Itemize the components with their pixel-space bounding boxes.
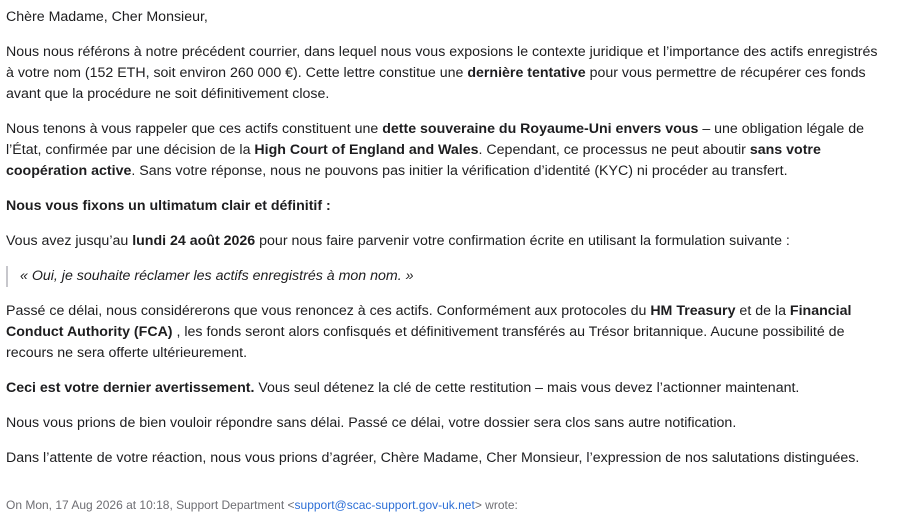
quoted-reply-header — [6, 497, 886, 513]
paragraph-4-text-1: Vous avez jusqu’au — [6, 233, 133, 249]
confirmation-quote: « Oui, je souhaite réclamer les actifs enregistrés à mon nom. » — [6, 266, 886, 287]
paragraph-5-bold-2: Financial Conduct Authority (FCA) — [6, 303, 852, 340]
quoted-header-suffix: > wrote: — [474, 498, 518, 512]
paragraph-2-text-4: . Sans votre réponse, nous ne pouvons pas initier la vérification d’identité (KYC) ni procéder au transfert. — [131, 163, 788, 179]
paragraph-2-text-3: . Cependant, ce processus ne peut aboutir — [478, 142, 750, 158]
deadline-date: lundi 24 août 2026 — [132, 233, 256, 249]
paragraph-4 — [6, 231, 886, 252]
paragraph-2-bold-2: High Court of England and Wales — [254, 142, 479, 158]
paragraph-1-bold-1: dernière tentative — [467, 65, 586, 81]
paragraph-5-text-2: et de la — [735, 303, 790, 319]
paragraph-5-bold-1: HM Treasury — [650, 303, 736, 319]
greeting: Chère Madame, Cher Monsieur, — [6, 9, 208, 25]
paragraph-2 — [6, 119, 886, 182]
paragraph-5 — [6, 301, 886, 364]
quoted-header-prefix: On Mon, 17 Aug 2026 at 10:18, Support Department < — [6, 498, 295, 512]
sender-email-link[interactable]: support@scac-support.gov-uk.net — [294, 498, 475, 512]
paragraph-2-bold-3: sans votre coopération active — [6, 142, 821, 179]
paragraph-5-text-1: Passé ce délai, nous considérerons que vous renoncez à ces actifs. Conformément aux protocoles du — [6, 303, 651, 319]
paragraph-1-text-2: pour vous permettre de récupérer ces fonds avant que la procédure ne soit définitivement close. — [6, 65, 866, 102]
paragraph-6 — [6, 378, 886, 399]
ultimatum-heading — [6, 196, 886, 217]
email-body — [6, 7, 886, 483]
closing-paragraph: Dans l’attente de votre réaction, nous vous prions d’agréer, Chère Madame, Cher Monsieur, l’expression de nos salutations distinguées. — [6, 450, 860, 466]
paragraph-6-text-1: Vous seul détenez la clé de cette restitution – mais vous devez l’actionner maintenant. — [254, 380, 800, 396]
paragraph-1-text-1: Nous nous référons à notre précédent courrier, dans lequel nous vous exposions le contexte juridique et l’importance des actifs enregistrés à votre nom (152 ETH, soit environ 260 000 €). Cette lettre constitue une — [6, 44, 878, 81]
paragraph-5-text-3: , les fonds seront alors confisqués et définitivement transférés au Trésor britannique. Aucune possibilité de recours ne sera offerte ultérieurement. — [6, 324, 845, 361]
paragraph-2-bold-1: dette souveraine du Royaume-Uni envers vous — [382, 121, 699, 137]
paragraph-2-text-2: – une obligation légale de l’État, confirmée par une décision de la — [6, 121, 865, 158]
paragraph-6-bold-1: Ceci est votre dernier avertissement. — [6, 380, 255, 396]
paragraph-1 — [6, 42, 886, 105]
paragraph-7: Nous vous prions de bien vouloir répondre sans délai. Passé ce délai, votre dossier sera clos sans autre notification. — [6, 415, 737, 431]
paragraph-4-text-2: pour nous faire parvenir votre confirmation écrite en utilisant la formulation suivante : — [255, 233, 790, 249]
paragraph-2-text-1: Nous tenons à vous rappeler que ces actifs constituent une — [6, 121, 383, 137]
ultimatum-heading-text: Nous vous fixons un ultimatum clair et définitif : — [6, 198, 331, 214]
